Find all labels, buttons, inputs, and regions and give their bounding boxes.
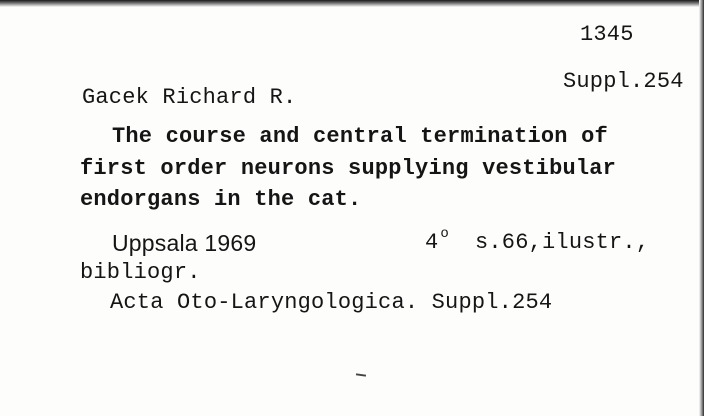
title-line-1: The course and central termination of (112, 124, 608, 149)
stray-ink-mark (356, 373, 366, 376)
imprint-continuation: bibliogr. (80, 260, 201, 285)
format-number: 4 (425, 230, 439, 255)
title-line-2: first order neurons supplying vestibular (80, 156, 617, 181)
card-right-edge-shadow (699, 0, 704, 416)
card-top-edge-shadow (0, 0, 704, 7)
imprint-pages: s.66,ilustr., (475, 230, 650, 255)
author-name: Gacek Richard R. (82, 85, 297, 110)
title-line-3: endorgans in the cat. (80, 187, 362, 212)
series-line: Acta Oto-Laryngologica. Suppl.254 (110, 290, 553, 315)
imprint-format (425, 226, 450, 258)
series-reference: Suppl.254 (563, 69, 684, 94)
format-superscript: o (440, 226, 450, 242)
imprint-place-year: Uppsala 1969 (112, 230, 257, 256)
call-number: 1345 (580, 22, 634, 47)
